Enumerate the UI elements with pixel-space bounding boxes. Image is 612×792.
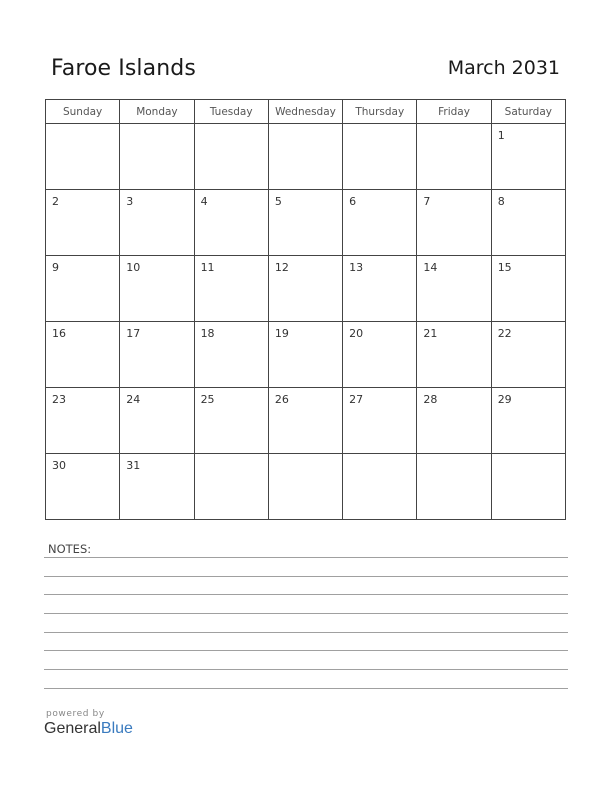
- day-cell: [194, 322, 268, 388]
- day-cell: [268, 256, 342, 322]
- day-number: [417, 124, 490, 129]
- day-cell: [120, 190, 194, 256]
- day-number: 23: [52, 393, 66, 406]
- day-cell: [491, 256, 565, 322]
- day-number: 31: [126, 459, 141, 472]
- week-row: [46, 124, 566, 190]
- day-cell: [491, 388, 565, 454]
- day-number: 18: [200, 327, 215, 340]
- day-number: 11: [200, 261, 215, 274]
- brand-logo: [44, 720, 133, 738]
- day-number: 21: [423, 327, 438, 340]
- note-line: [44, 650, 568, 651]
- day-number: 13: [349, 261, 364, 274]
- notes-label: NOTES:: [48, 542, 92, 556]
- day-cell: [120, 322, 194, 388]
- day-cell: [417, 388, 491, 454]
- day-cell: [194, 190, 268, 256]
- day-number: 26: [274, 393, 289, 406]
- day-number: 30: [52, 459, 66, 472]
- day-cell: [120, 454, 194, 520]
- day-number: 15: [497, 261, 512, 274]
- region-title: Faroe Islands: [51, 56, 196, 81]
- day-cell: [194, 454, 268, 520]
- day-cell: [417, 454, 491, 520]
- week-row: [46, 388, 566, 454]
- day-cell: [120, 124, 194, 190]
- day-cell: [194, 256, 268, 322]
- day-number: [195, 454, 268, 459]
- weekday-header: Monday: [120, 100, 194, 124]
- day-cell: [194, 388, 268, 454]
- note-line: [44, 669, 568, 670]
- day-cell: [491, 454, 565, 520]
- day-cell: [268, 322, 342, 388]
- day-number: [417, 454, 490, 459]
- day-number: [269, 454, 342, 459]
- day-number: 12: [274, 261, 289, 274]
- note-line: [44, 613, 568, 614]
- day-cell: [46, 190, 120, 256]
- day-number: 4: [200, 195, 208, 208]
- day-number: 6: [349, 195, 357, 208]
- day-number: 3: [126, 195, 134, 208]
- day-number: 28: [423, 393, 438, 406]
- day-cell: [268, 190, 342, 256]
- day-cell: [417, 124, 491, 190]
- day-cell: [343, 256, 417, 322]
- day-cell: [417, 256, 491, 322]
- weekday-header: Wednesday: [268, 100, 342, 124]
- weekday-header-row: [46, 100, 566, 124]
- day-cell: [268, 454, 342, 520]
- day-cell: [491, 190, 565, 256]
- day-number: 5: [274, 195, 282, 208]
- day-number: 14: [423, 261, 438, 274]
- day-number: [343, 124, 416, 129]
- month-title: March 2031: [447, 57, 560, 79]
- week-row: [46, 190, 566, 256]
- day-number: 17: [126, 327, 141, 340]
- day-number: 8: [497, 195, 505, 208]
- day-number: 29: [497, 393, 512, 406]
- week-row: [46, 256, 566, 322]
- day-cell: [46, 322, 120, 388]
- brand-general-text: General: [44, 720, 101, 737]
- note-line: [44, 632, 568, 633]
- day-number: 1: [497, 129, 505, 142]
- day-cell: [46, 124, 120, 190]
- weekday-header: Sunday: [46, 100, 120, 124]
- day-cell: [46, 454, 120, 520]
- weekday-header: Thursday: [343, 100, 417, 124]
- day-cell: [268, 388, 342, 454]
- day-cell: [343, 124, 417, 190]
- day-number: [343, 454, 416, 459]
- day-number: 10: [126, 261, 141, 274]
- day-cell: [491, 322, 565, 388]
- day-cell: [46, 388, 120, 454]
- note-line: [44, 557, 568, 558]
- day-number: [195, 124, 268, 129]
- day-number: 22: [497, 327, 512, 340]
- day-number: 2: [52, 195, 59, 208]
- day-cell: [343, 388, 417, 454]
- day-number: 27: [349, 393, 364, 406]
- day-cell: [194, 124, 268, 190]
- day-cell: [417, 190, 491, 256]
- day-cell: [268, 124, 342, 190]
- calendar-grid: [45, 99, 566, 520]
- day-number: [46, 124, 119, 129]
- weekday-header: Saturday: [491, 100, 565, 124]
- day-number: 19: [274, 327, 289, 340]
- weekday-header: Tuesday: [194, 100, 268, 124]
- day-cell: [343, 454, 417, 520]
- brand-blue-text: Blue: [100, 720, 133, 737]
- day-cell: [120, 256, 194, 322]
- day-number: 25: [200, 393, 215, 406]
- day-cell: [491, 124, 565, 190]
- day-number: [269, 124, 342, 129]
- day-cell: [46, 256, 120, 322]
- week-row: [46, 322, 566, 388]
- day-number: [120, 124, 193, 129]
- week-row: [46, 454, 566, 520]
- note-line: [44, 576, 568, 577]
- day-number: 20: [349, 327, 364, 340]
- day-cell: [343, 190, 417, 256]
- day-cell: [343, 322, 417, 388]
- day-number: 16: [52, 327, 66, 340]
- note-line: [44, 594, 568, 595]
- weekday-header: Friday: [417, 100, 491, 124]
- day-number: [492, 454, 565, 459]
- day-number: 24: [126, 393, 141, 406]
- day-cell: [417, 322, 491, 388]
- powered-by-text: powered by: [46, 709, 105, 719]
- day-number: 9: [52, 261, 59, 274]
- day-number: 7: [423, 195, 431, 208]
- note-line: [44, 688, 568, 689]
- day-cell: [120, 388, 194, 454]
